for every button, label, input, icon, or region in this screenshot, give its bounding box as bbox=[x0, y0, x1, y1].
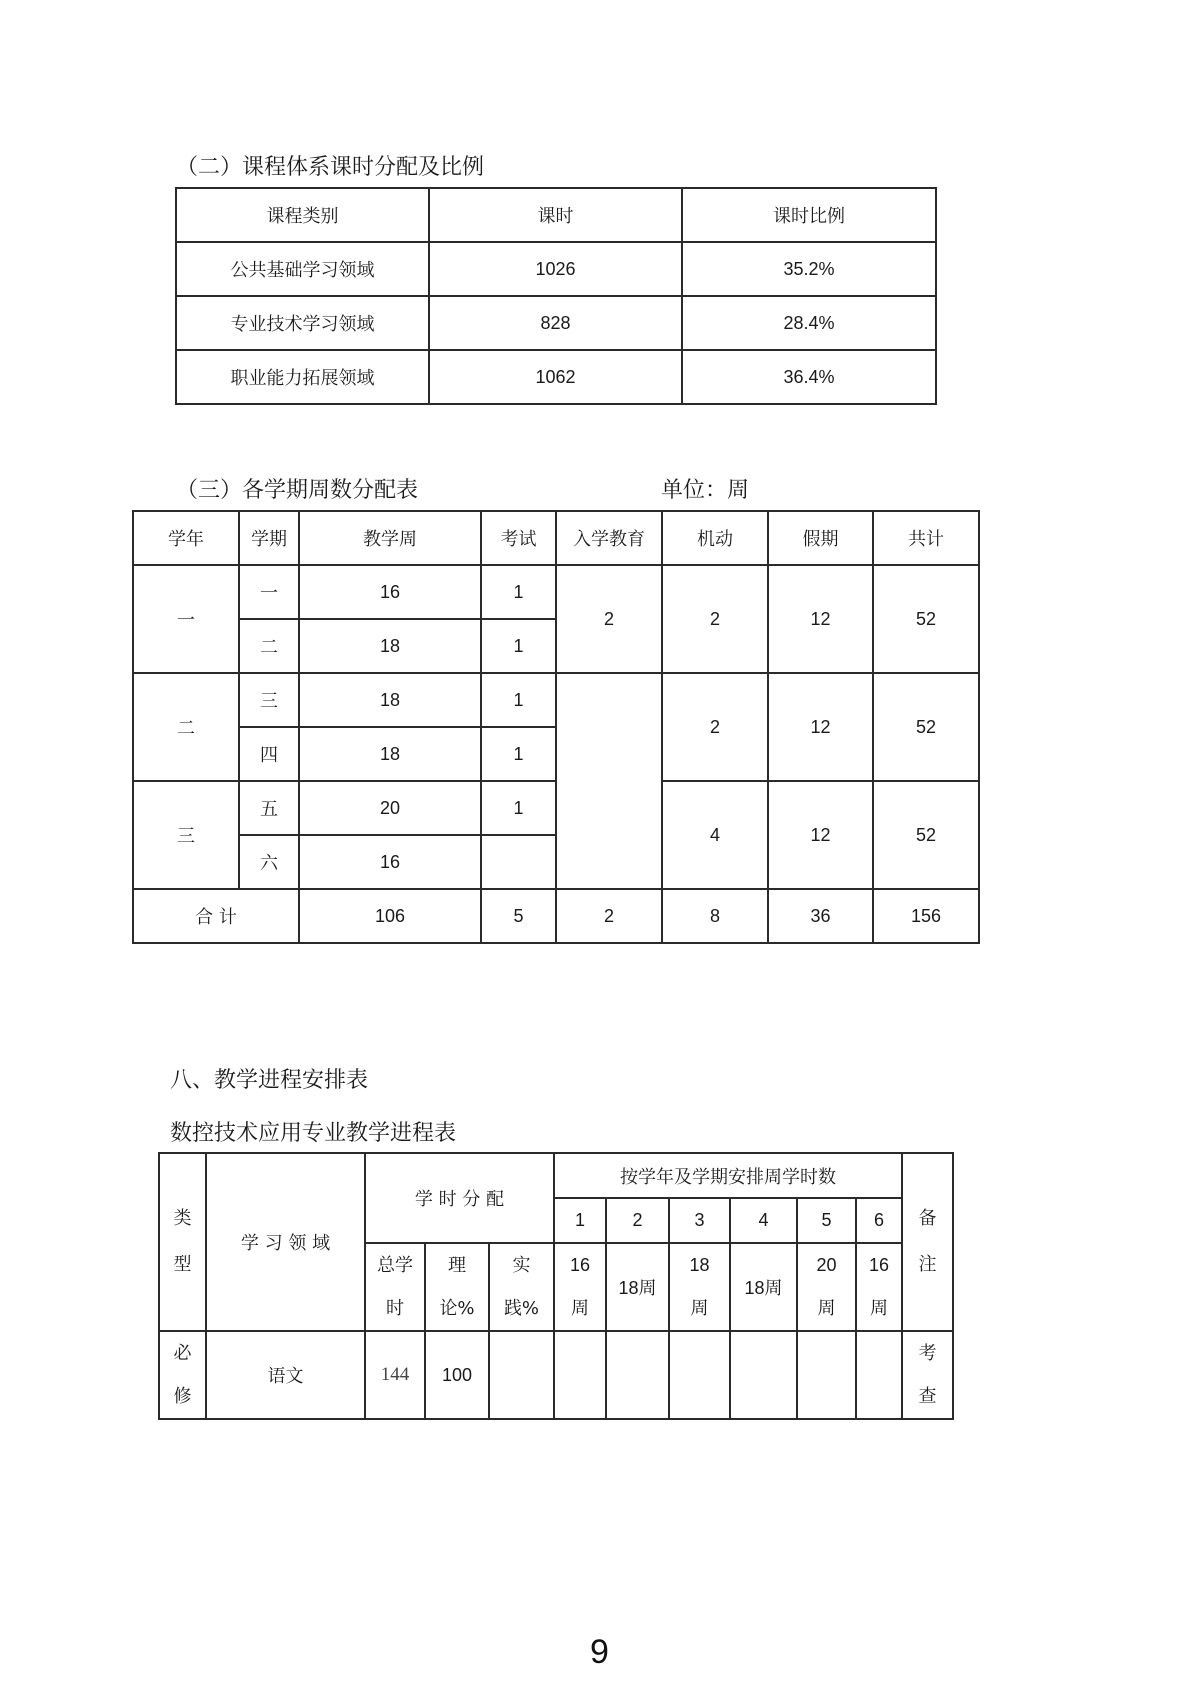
term-cell: 五 bbox=[239, 781, 299, 835]
table-row: 职业能力拓展领域 1062 36.4% bbox=[176, 350, 936, 404]
sum-label: 合 计 bbox=[133, 889, 299, 943]
term-cell: 二 bbox=[239, 619, 299, 673]
semester-3-weeks: 18周 bbox=[669, 1243, 730, 1331]
semester-5: 5 bbox=[797, 1198, 856, 1243]
section8-subtitle: 数控技术应用专业教学进程表 bbox=[170, 1121, 457, 1146]
header-teaching-weeks: 教学周 bbox=[299, 511, 481, 565]
section3-unit: 单位：周 bbox=[661, 478, 750, 503]
header-hours: 课时 bbox=[429, 188, 682, 242]
semester-6-weeks: 16周 bbox=[856, 1243, 902, 1331]
year-cell: 二 bbox=[133, 673, 239, 781]
table-row: 专业技术学习领域 828 28.4% bbox=[176, 296, 936, 350]
semester-1: 1 bbox=[554, 1198, 606, 1243]
section3-title: （三）各学期周数分配表 bbox=[176, 478, 419, 503]
header-ratio: 课时比例 bbox=[682, 188, 936, 242]
alloc-theory: 理论% bbox=[425, 1243, 489, 1331]
row-theory: 100 bbox=[425, 1331, 489, 1419]
semester-3: 3 bbox=[669, 1198, 730, 1243]
term-cell: 四 bbox=[239, 727, 299, 781]
semester-6: 6 bbox=[856, 1198, 902, 1243]
header-entry-education: 入学教育 bbox=[556, 511, 662, 565]
table-row bbox=[159, 1331, 953, 1419]
row-remark: 考查 bbox=[902, 1331, 953, 1419]
row-type: 必修 bbox=[159, 1331, 206, 1419]
table-row: 六 16 bbox=[133, 835, 979, 889]
domain-header: 学 习 领 域 bbox=[206, 1153, 365, 1331]
row-total-hours: 144 bbox=[365, 1331, 425, 1419]
semester-4-weeks: 18周 bbox=[730, 1243, 797, 1331]
alloc-header: 学 时 分 配 bbox=[365, 1153, 554, 1243]
table-row: 公共基础学习领域 1026 35.2% bbox=[176, 242, 936, 296]
year-cell: 三 bbox=[133, 781, 239, 889]
remark-header: 备注 bbox=[902, 1153, 953, 1331]
semester-2-weeks: 18周 bbox=[606, 1243, 669, 1331]
alloc-total-hours: 总学时 bbox=[365, 1243, 425, 1331]
term-cell: 三 bbox=[239, 673, 299, 727]
header-flex: 机动 bbox=[662, 511, 768, 565]
row-practice bbox=[489, 1331, 554, 1419]
table-row: 三 五 20 1 4 12 52 bbox=[133, 781, 979, 835]
table-row: 二 18 1 bbox=[133, 619, 979, 673]
section8-title: 八、教学进程安排表 bbox=[170, 1068, 369, 1093]
header-year: 学年 bbox=[133, 511, 239, 565]
year-cell: 一 bbox=[133, 565, 239, 673]
header-holiday: 假期 bbox=[768, 511, 873, 565]
semester-2: 2 bbox=[606, 1198, 669, 1243]
teaching-schedule-table bbox=[158, 1152, 954, 1420]
section2-title: （二）课程体系课时分配及比例 bbox=[176, 155, 485, 180]
row-domain: 语文 bbox=[206, 1331, 365, 1419]
header-term: 学期 bbox=[239, 511, 299, 565]
schedule-header: 按学年及学期安排周学时数 bbox=[554, 1153, 902, 1198]
table-row: 二 三 18 1 2 12 52 bbox=[133, 673, 979, 727]
sum-row: 合 计 106 5 2 8 36 156 bbox=[133, 889, 979, 943]
semester-weeks-table bbox=[132, 510, 980, 944]
header-exam: 考试 bbox=[481, 511, 556, 565]
alloc-practice: 实践% bbox=[489, 1243, 554, 1331]
semester-5-weeks: 20周 bbox=[797, 1243, 856, 1331]
course-hours-table bbox=[175, 187, 937, 405]
table-row: 四 18 1 bbox=[133, 727, 979, 781]
term-cell: 一 bbox=[239, 565, 299, 619]
type-header: 类型 bbox=[159, 1153, 206, 1331]
header-course-type: 课程类别 bbox=[176, 188, 429, 242]
table-row: 一 一 16 1 2 2 12 52 bbox=[133, 565, 979, 619]
header-total: 共计 bbox=[873, 511, 979, 565]
page-number: 9 bbox=[590, 1633, 609, 1671]
term-cell: 六 bbox=[239, 835, 299, 889]
semester-1-weeks: 16周 bbox=[554, 1243, 606, 1331]
semester-4: 4 bbox=[730, 1198, 797, 1243]
